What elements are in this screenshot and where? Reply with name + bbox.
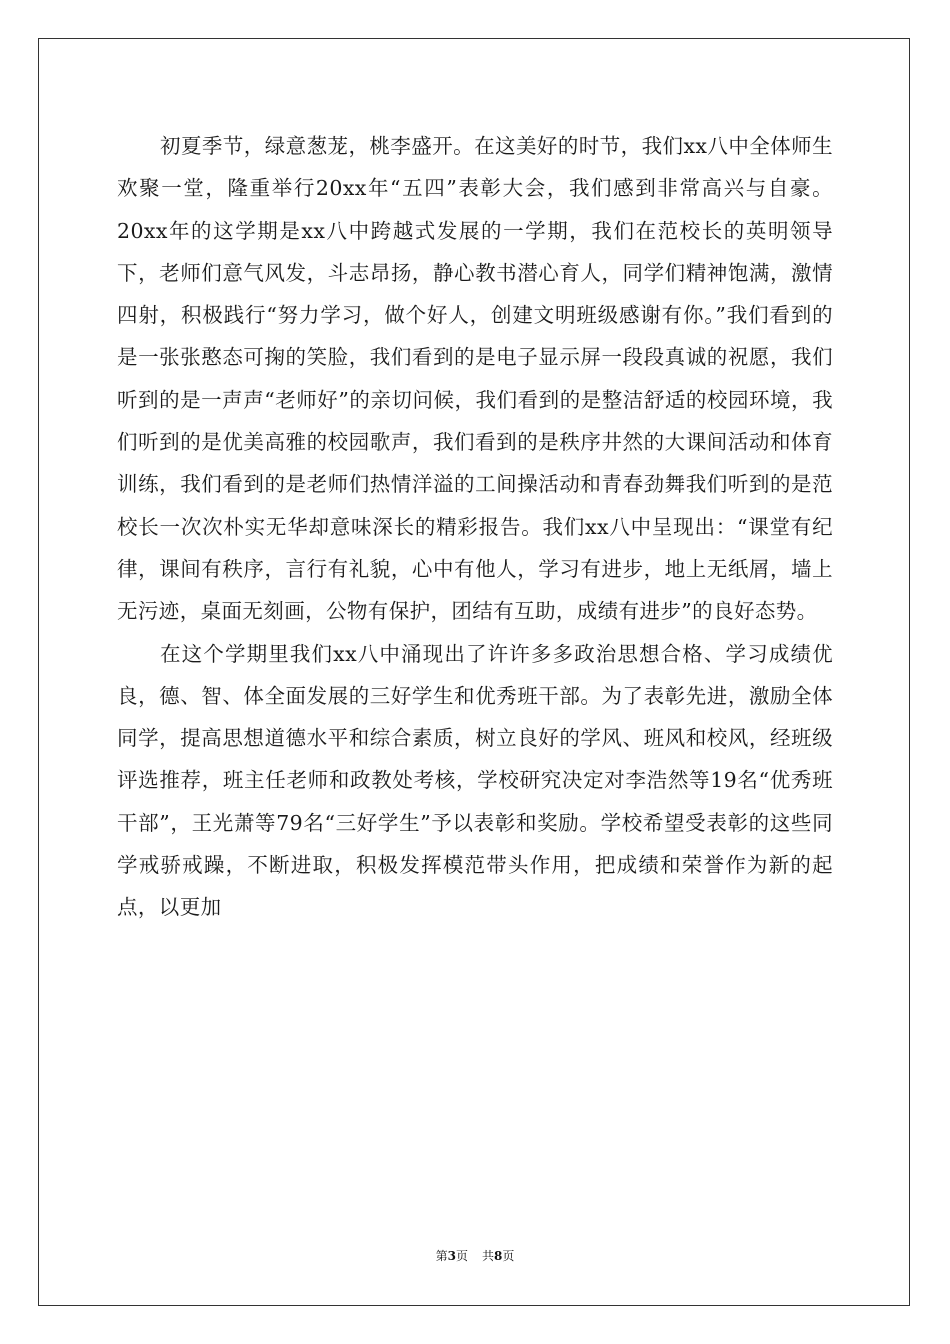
paragraph-2: 在这个学期里我们xx八中涌现出了许许多多政治思想合格、学习成绩优良，德、智、体全面发展的三好学生和优秀班干部。为了表彰先进，激励全体同学，提高思想道德水平和综合素质，树立良好的学风、班风和校风，经班级评选推荐，班主任老师和政教处考核，学校研究决定对李浩然等19名“优秀班干部”，王光萧等79名“三好学生”予以表彰和奖励。学校希望受表彰的这些同学戒骄戒躁，不断进取，积极发挥模范带头作用，把成绩和荣誉作为新的起点，以更加 bbox=[117, 641, 833, 920]
page-suffix: 页 bbox=[455, 1249, 468, 1263]
page-footer bbox=[0, 1247, 950, 1264]
page-prefix: 第 bbox=[435, 1249, 448, 1263]
current-page-number: 3 bbox=[447, 1249, 456, 1263]
paragraph-1: 初夏季节，绿意葱茏，桃李盛开。在这美好的时节，我们xx八中全体师生欢聚一堂，隆重举行20xx年“五四”表彰大会，我们感到非常高兴与自豪。20xx年的这学期是xx八中跨越式发展的一学期，我们在范校长的英明领导下，老师们意气风发，斗志昂扬，静心教书潜心育人，同学们精神饱满，激情四射，积极践行“努力学习，做个好人，创建文明班级感谢有你。”我们看到的是一张张憨态可掬的笑脸，我们看到的是电子显示屏一段段真诚的祝愿，我们听到的是一声声“老师好”的亲切问候，我们看到的是整洁舒适的校园环境，我们听到的是优美高雅的校园歌声，我们看到的是秩序井然的大课间活动和体育训练，我们看到的是老师们热情洋溢的工间操活动和青春劲舞我们听到的是范校长一次次朴实无华却意味深长的精彩报告。我们xx八中呈现出：“课堂有纪律，课间有秩序，言行有礼貌，心中有他人，学习有进步，地上无纸屑，墙上无污迹，桌面无刻画，公物有保护，团结有互助，成绩有进步”的良好态势。 bbox=[117, 134, 833, 624]
total-prefix: 共 bbox=[482, 1249, 495, 1263]
total-suffix: 页 bbox=[502, 1249, 515, 1263]
document-body bbox=[117, 125, 833, 929]
total-page-number: 8 bbox=[494, 1249, 503, 1263]
